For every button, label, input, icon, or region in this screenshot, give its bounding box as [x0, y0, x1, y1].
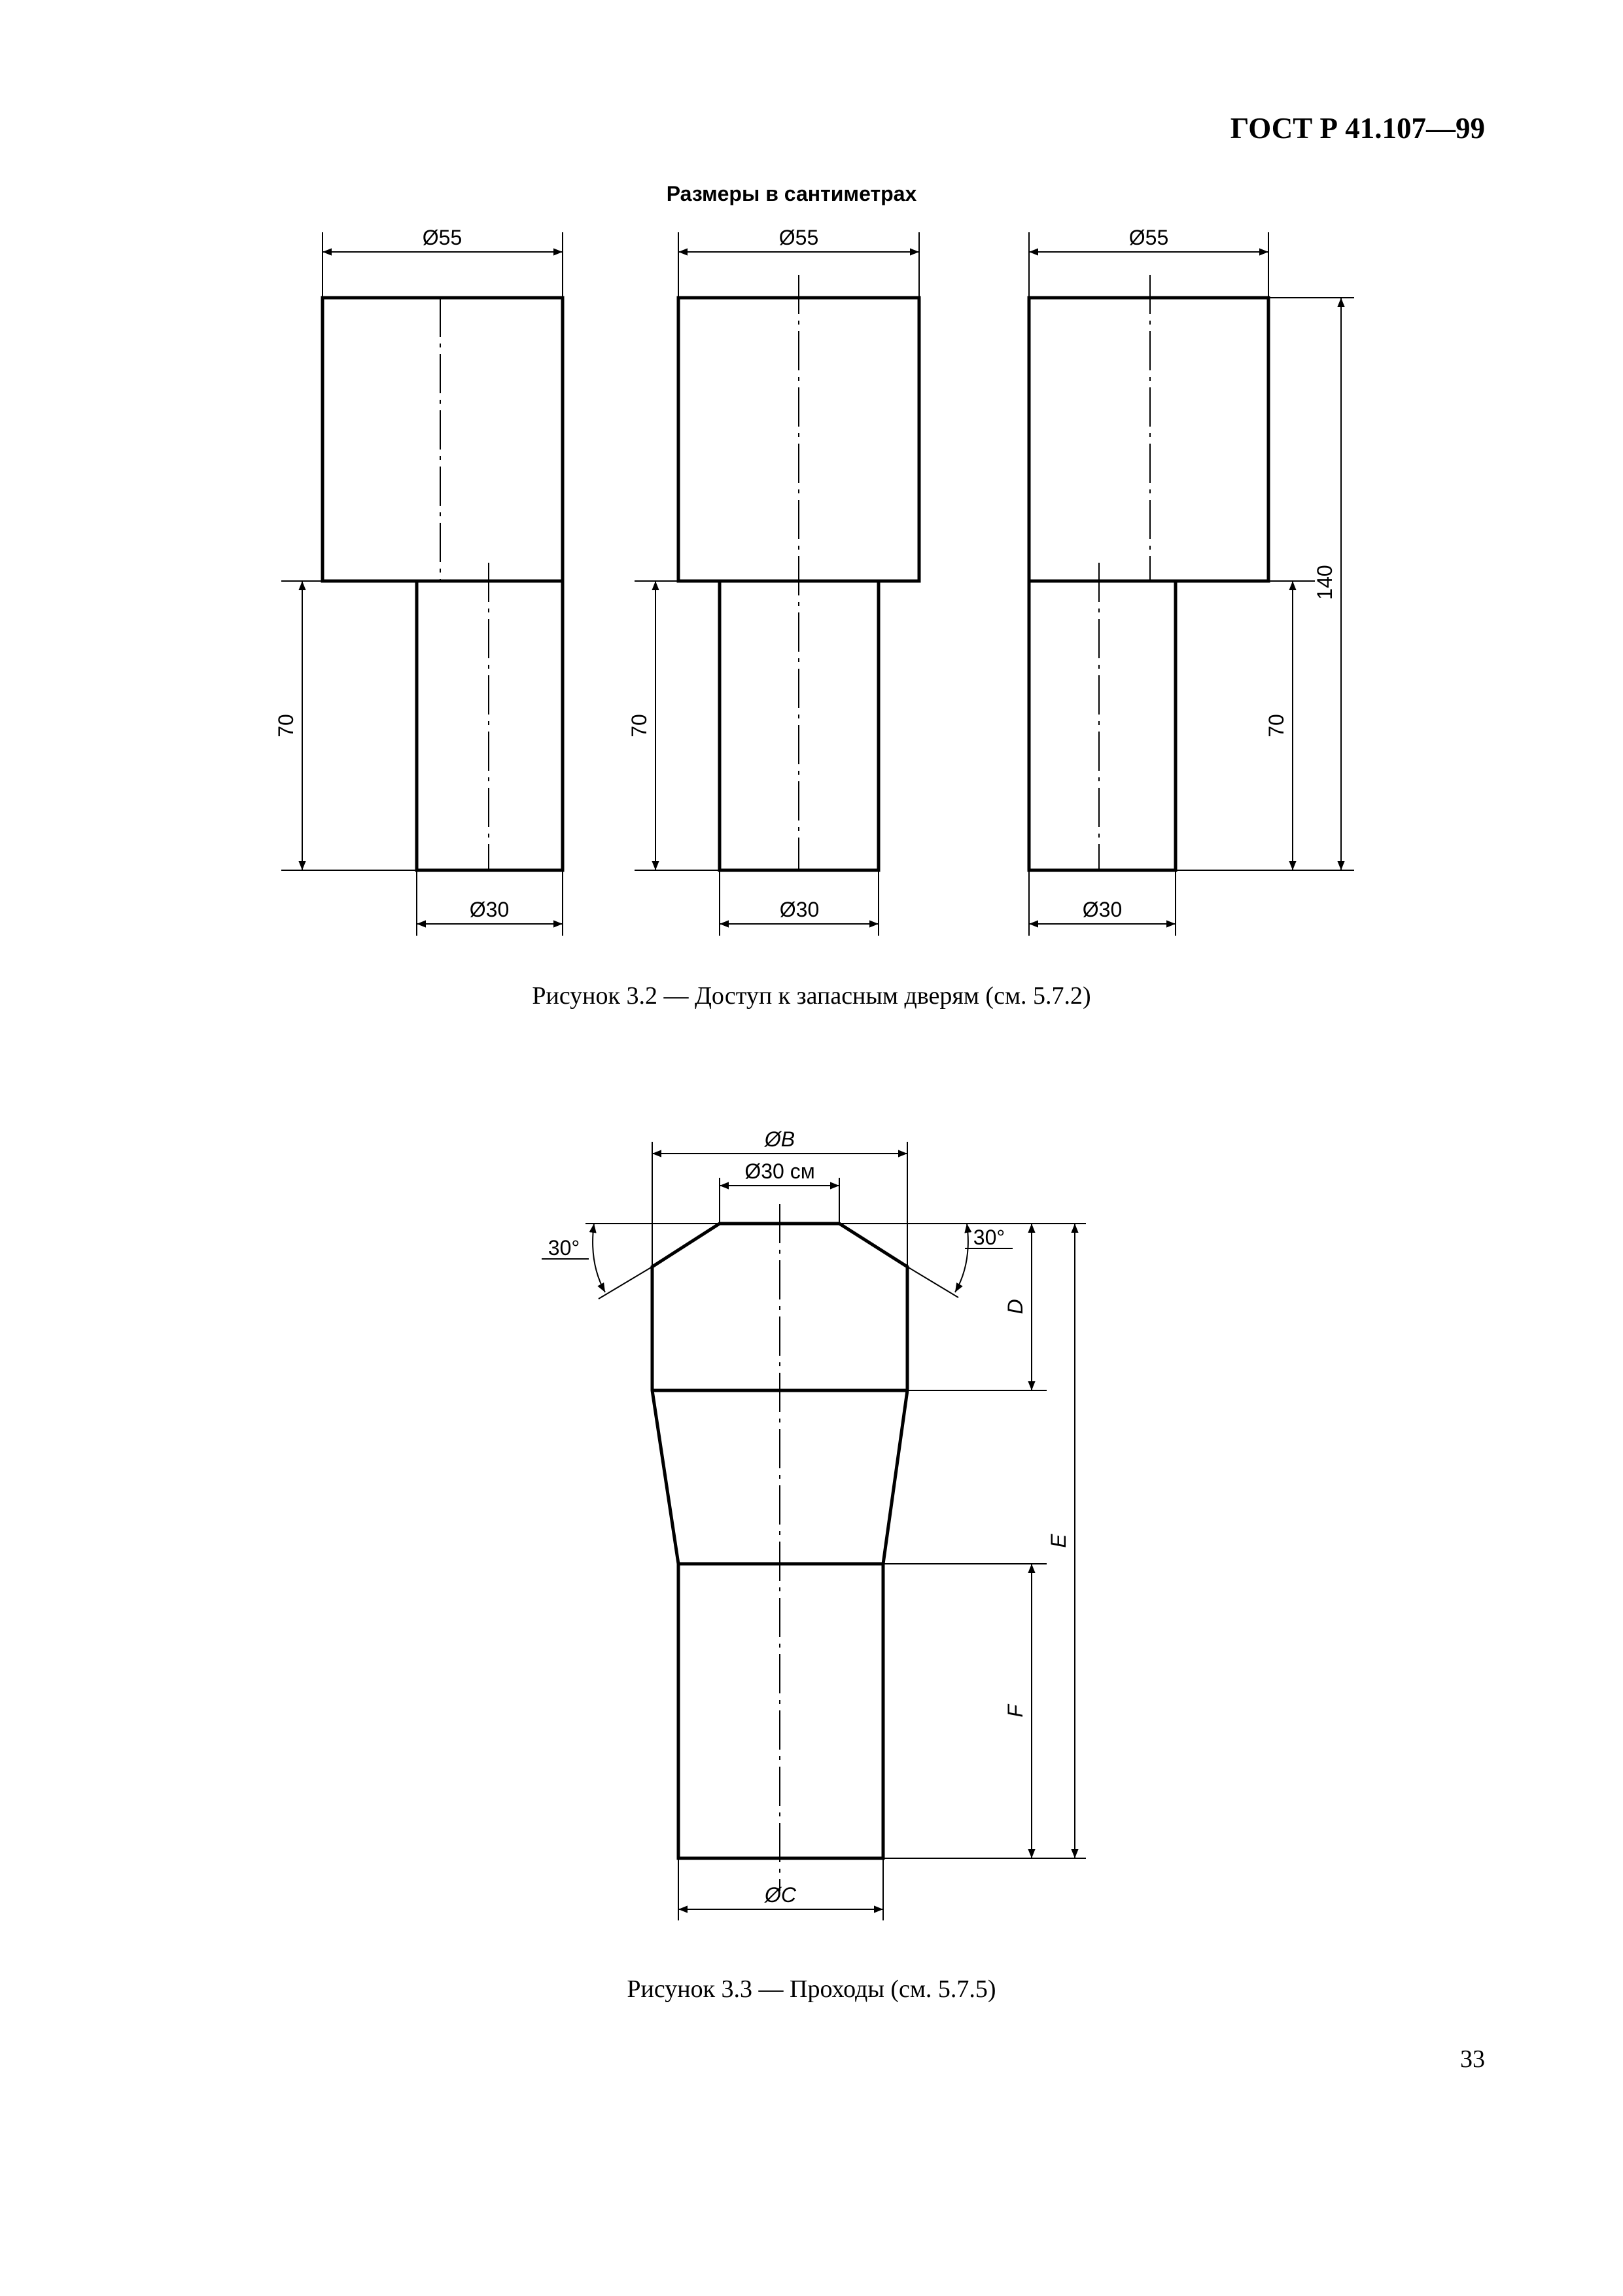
figure-3-3-caption: Рисунок 3.3 — Проходы (см. 5.7.5) — [627, 1975, 996, 2003]
top-width-label: Ø55 — [1128, 226, 1169, 249]
top-width-label: Ø55 — [778, 226, 819, 249]
figure-3-2-panel-3 — [1029, 226, 1354, 936]
top-width-label: Ø55 — [422, 226, 462, 249]
document-header: ГОСТ Р 41.107—99 — [1230, 112, 1485, 145]
bottom-width-label: Ø30 — [1082, 898, 1123, 921]
width-c-label: ØC — [765, 1883, 796, 1907]
bottom-width-label: Ø30 — [779, 898, 820, 921]
lower-height-label: 70 — [1265, 714, 1288, 737]
page-number: 33 — [1460, 2045, 1485, 2073]
top-opening-label: Ø30 см — [744, 1159, 815, 1183]
figure-3-2-caption: Рисунок 3.2 — Доступ к запасным дверям (см. 5.7.2) — [532, 982, 1091, 1010]
left-angle-label: 30° — [548, 1236, 580, 1260]
width-b-label: ØB — [764, 1127, 795, 1151]
figure-3-2-panel-2 — [627, 226, 919, 936]
dimension-d-label: D — [1003, 1299, 1027, 1315]
bottom-width-label: Ø30 — [469, 898, 510, 921]
figure-3-2-panel-1 — [274, 226, 563, 936]
lower-height-label: 70 — [274, 714, 298, 737]
lower-height-label: 70 — [627, 714, 651, 737]
dimension-f-label: F — [1003, 1704, 1027, 1718]
total-height-label: 140 — [1313, 565, 1336, 600]
figure-3-3-gangway — [542, 1127, 1086, 1920]
units-note: Размеры в сантиметрах — [666, 182, 917, 205]
dimension-e-label: E — [1047, 1534, 1070, 1548]
right-angle-label: 30° — [973, 1226, 1005, 1249]
